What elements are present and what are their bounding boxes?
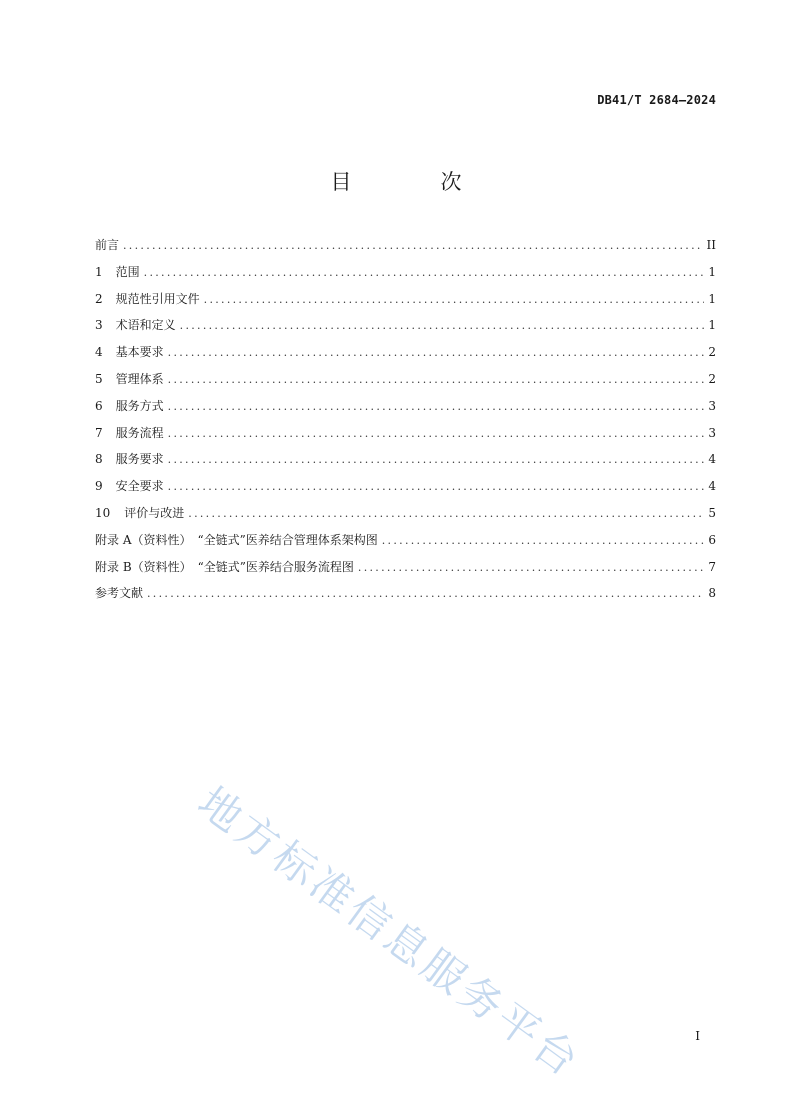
toc-leader-dots	[168, 427, 704, 440]
toc-entry-page: 4	[708, 452, 716, 467]
toc-entry-label: 管理体系	[115, 371, 164, 386]
toc-entry[interactable]	[95, 424, 716, 451]
toc-entry-page: 2	[708, 345, 716, 360]
toc-entry-page: 6	[708, 532, 716, 547]
toc-entry-number: 3	[95, 318, 103, 333]
toc-entry-page: 8	[708, 586, 716, 601]
toc-entry[interactable]	[95, 504, 716, 531]
toc-entry-label: 服务方式	[115, 398, 164, 413]
toc-entry-page: II	[706, 238, 716, 252]
toc-entry[interactable]	[95, 397, 716, 424]
toc-entry-label: 参考文献	[95, 586, 144, 601]
toc-entry-label: 安全要求	[115, 479, 164, 494]
toc-entry-page: 1	[708, 291, 716, 306]
toc-entry-number: 2	[95, 291, 103, 306]
toc-leader-dots	[358, 561, 704, 574]
toc-entry-page: 4	[708, 479, 716, 494]
toc-entry-label: 范围	[115, 264, 140, 279]
toc-entry-label: 服务流程	[115, 425, 164, 440]
toc-entry-label: 基本要求	[115, 345, 164, 360]
toc-entry[interactable]	[95, 558, 716, 585]
toc-entry-page: 3	[708, 398, 716, 413]
toc-leader-dots	[188, 507, 704, 520]
document-code: DB41/T 2684—2024	[597, 93, 716, 107]
toc-entry[interactable]	[95, 263, 716, 290]
toc-leader-dots	[144, 266, 704, 279]
toc-leader-dots	[168, 453, 704, 466]
toc-entry-label: 前言	[95, 238, 120, 252]
toc-title: 目 次	[330, 170, 496, 194]
toc-entry-page: 1	[708, 318, 716, 333]
toc-entry-number: 10	[95, 505, 111, 520]
toc-entry[interactable]	[95, 236, 716, 263]
toc-entry[interactable]	[95, 290, 716, 317]
toc-entry-number: 1	[95, 264, 103, 279]
toc-entry[interactable]	[95, 531, 716, 558]
toc-entry[interactable]	[95, 343, 716, 370]
toc-entry-number: 5	[95, 371, 103, 386]
toc-entry[interactable]	[95, 584, 716, 611]
table-of-contents	[95, 236, 716, 611]
watermark: 地方标准信息服务平台	[189, 777, 591, 1088]
toc-entry[interactable]	[95, 477, 716, 504]
toc-leader-dots	[382, 534, 704, 547]
toc-entry-page: 1	[708, 264, 716, 279]
toc-entry[interactable]	[95, 450, 716, 477]
toc-entry-label: 术语和定义	[115, 318, 176, 333]
page-number: I	[695, 1029, 700, 1043]
toc-entry-label: 规范性引用文件	[115, 291, 200, 306]
toc-leader-dots	[168, 346, 704, 359]
toc-leader-dots	[168, 400, 704, 413]
toc-entry-number: 9	[95, 479, 103, 494]
toc-entry-label: 评价与改进	[124, 505, 185, 520]
toc-leader-dots	[168, 373, 704, 386]
toc-entry-label: 服务要求	[115, 452, 164, 467]
toc-entry-page: 5	[708, 505, 716, 520]
toc-entry-page: 2	[708, 371, 716, 386]
toc-entry[interactable]	[95, 370, 716, 397]
toc-entry-number: 6	[95, 398, 103, 413]
toc-entry-number: 8	[95, 452, 103, 467]
toc-entry[interactable]	[95, 316, 716, 343]
toc-entry-page: 7	[708, 559, 716, 574]
toc-leader-dots	[147, 587, 704, 600]
toc-entry-label: 附录 A（资料性） “全链式”医养结合管理体系架构图	[95, 532, 378, 547]
toc-entry-number: 7	[95, 425, 103, 440]
toc-leader-dots	[168, 480, 704, 493]
toc-entry-page: 3	[708, 425, 716, 440]
toc-entry-number: 4	[95, 345, 103, 360]
toc-leader-dots	[204, 293, 704, 306]
toc-entry-label: 附录 B（资料性） “全链式”医养结合服务流程图	[95, 559, 354, 574]
toc-leader-dots	[123, 239, 703, 252]
toc-leader-dots	[180, 319, 704, 332]
